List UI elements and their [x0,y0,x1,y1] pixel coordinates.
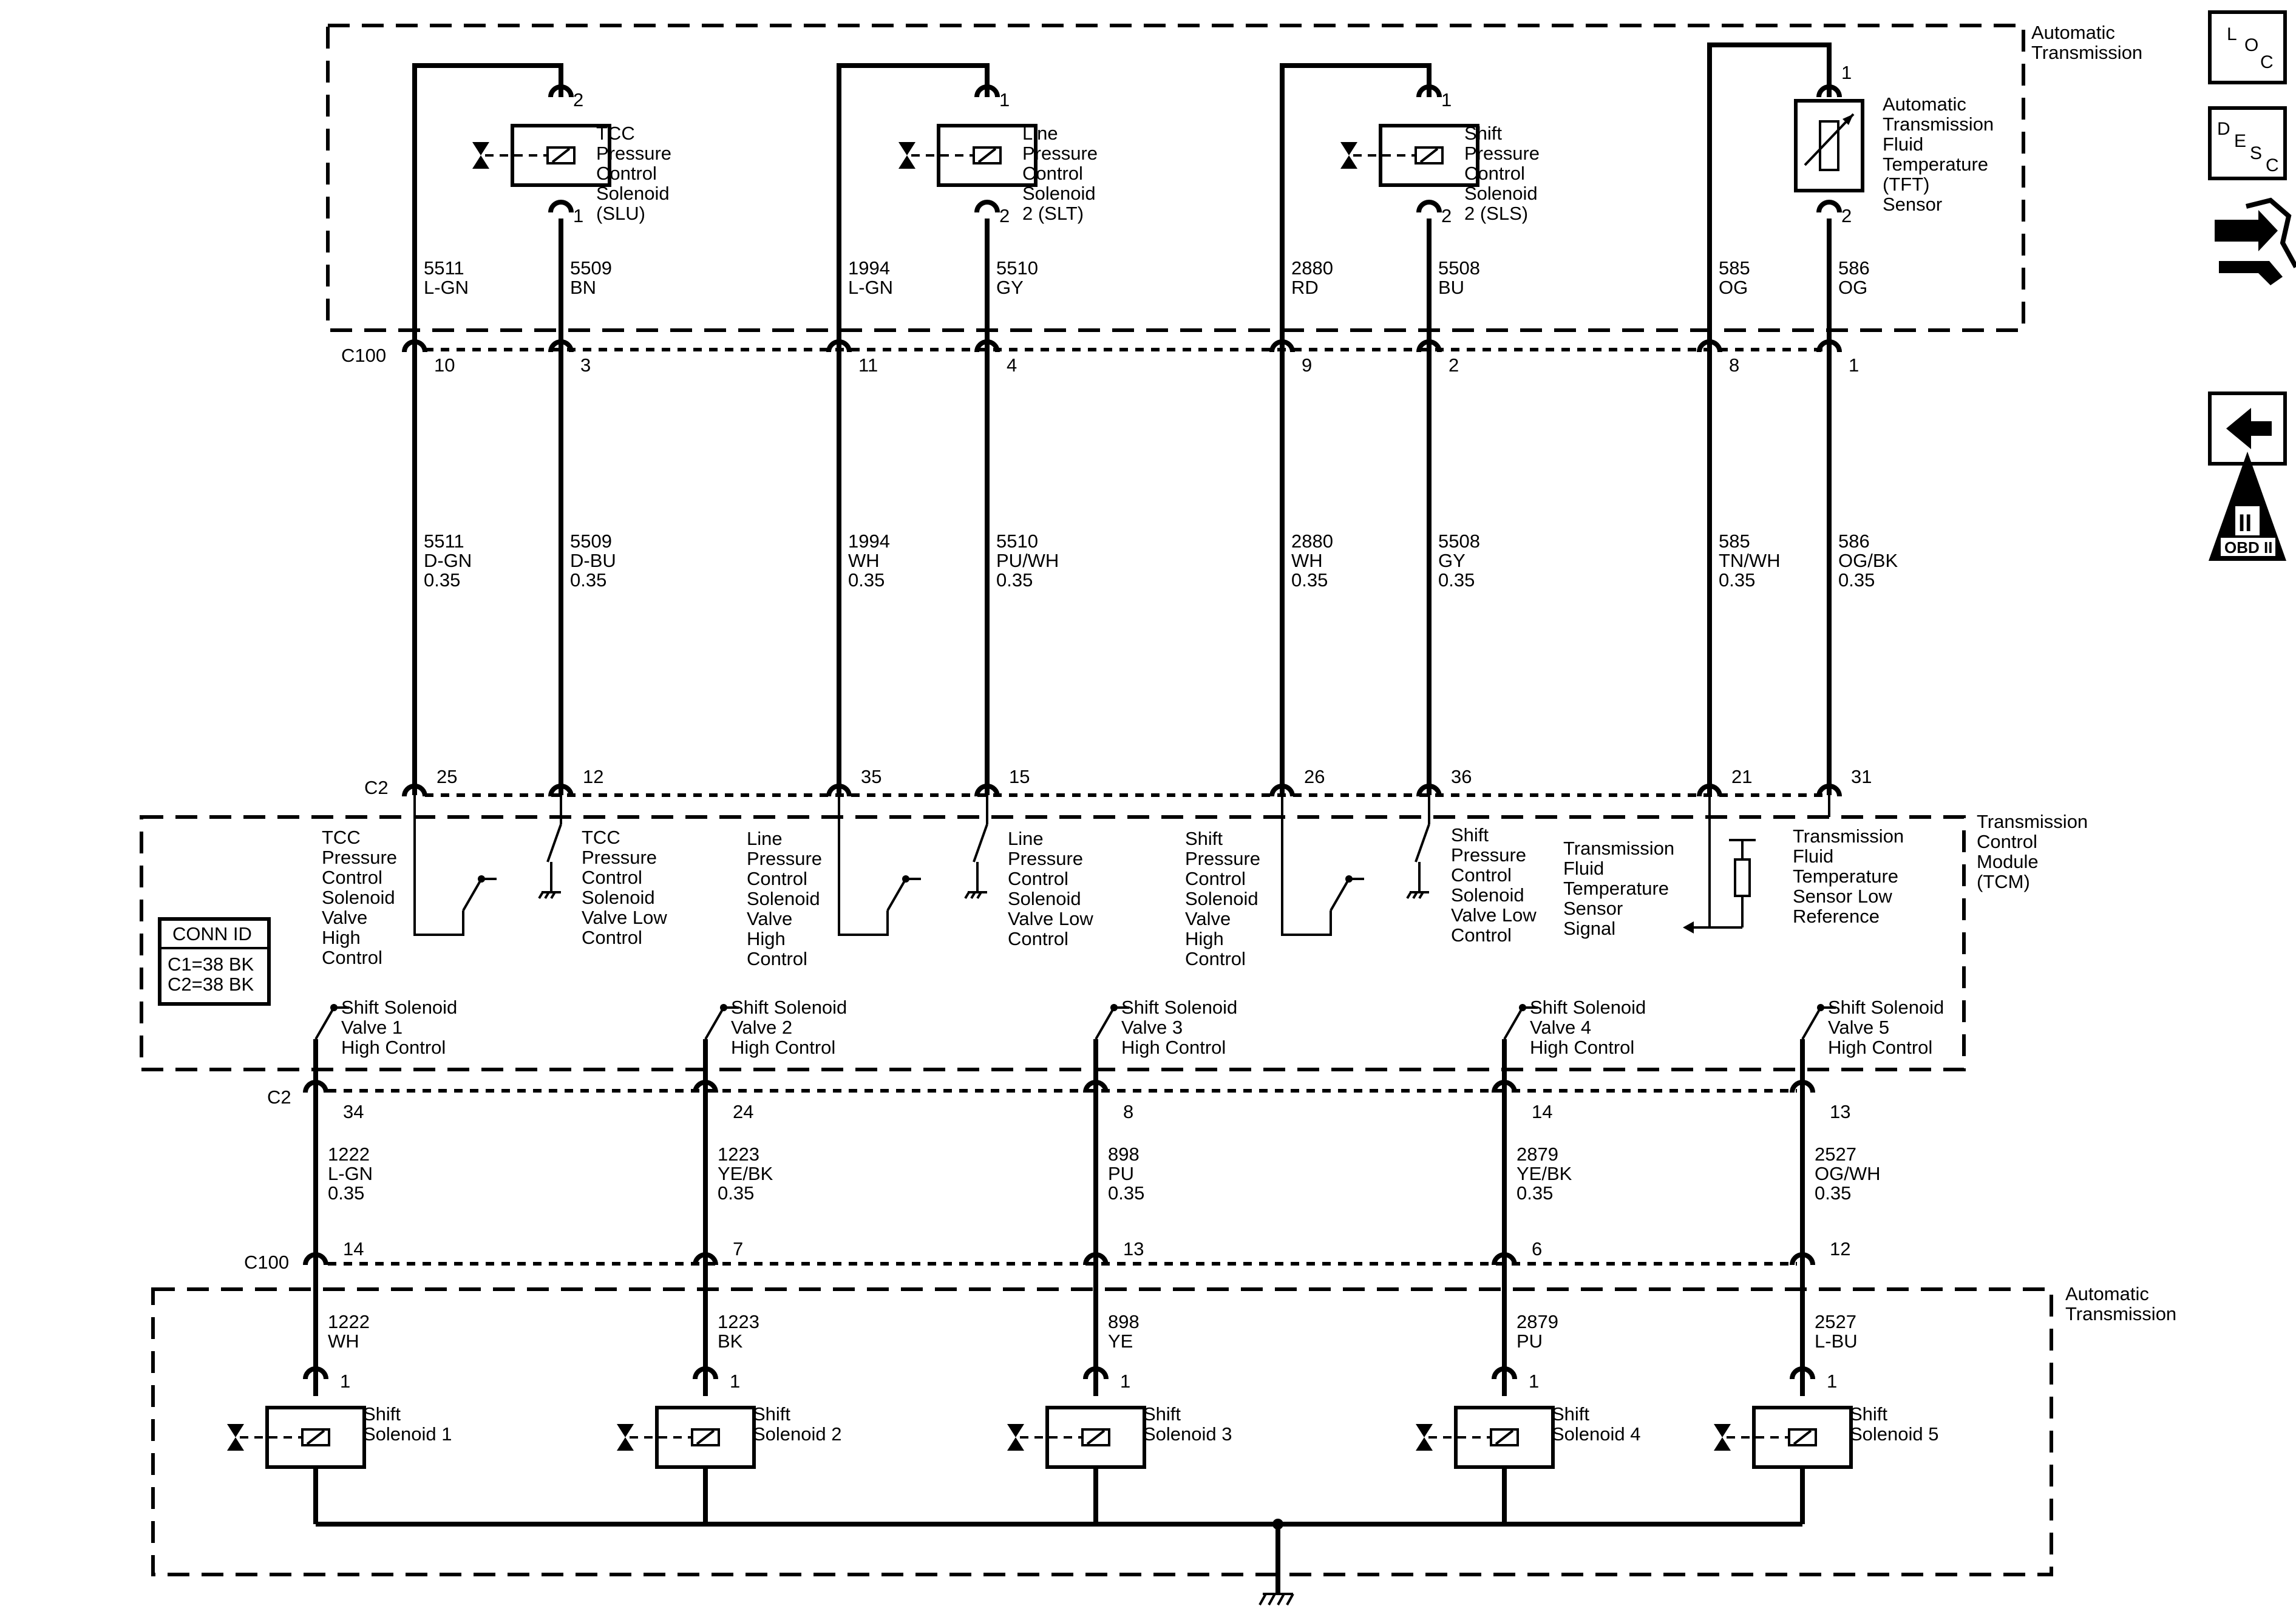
tcm-function-label: Line Pressure Control Solenoid Valve High Control [747,828,823,969]
wire-color-out: L-BU [1815,1331,1858,1352]
shift-driver-label: Shift Solenoid Valve 1 High Control [341,997,458,1058]
circuit-number: 2527 [1815,1144,1856,1165]
c2-pin-number: 21 [1731,766,1753,787]
connector-tool-icon[interactable] [2215,200,2296,285]
circuit-number: 5508 [1438,257,1480,279]
circuit-number: 5509 [570,257,612,279]
circuit-number: 585 [1719,257,1750,279]
wire-gauge: 0.35 [996,569,1033,591]
svg-text:C: C [2266,155,2279,175]
upper-circuit-585 [1699,219,1781,796]
circuit-number-mid: 5508 [1438,531,1480,552]
circuit-number-out: 2879 [1517,1311,1558,1332]
component-label: Automatic Transmission Fluid Temperature (TFT) Sensor [1883,93,1994,215]
component-pin-bottom: 2 [999,205,1010,226]
c2-pin-number: 26 [1304,766,1325,787]
component-pin-top: 1 [999,89,1010,110]
temperature-sensor [1796,101,1863,191]
circuit-number-mid: 586 [1838,531,1870,552]
component-pin-top: 1 [1441,89,1452,110]
wire-color-mid: PU/WH [996,550,1059,571]
svg-text:L: L [2227,24,2237,44]
c2-pin-number: 24 [733,1101,754,1122]
circuit-number-out: 1222 [328,1311,370,1332]
circuit-number: 2879 [1517,1144,1558,1165]
shift-solenoid-label: Shift Solenoid 2 [753,1403,842,1445]
circuit-number-mid: 5509 [570,531,612,552]
c100-pin-number: 3 [580,354,591,376]
circuit-number-mid: 2880 [1291,531,1333,552]
wire-color-mid: WH [1291,550,1323,571]
wire-color-inside: GY [996,277,1024,298]
solenoid-pin-number: 1 [730,1371,741,1392]
conn-id-box [160,919,269,1004]
upper-circuit-5510 [977,219,1059,796]
solenoid-pin-number: 1 [1827,1371,1838,1392]
top-components [415,45,1994,226]
wire-color-mid: L-GN [328,1163,373,1184]
wire-gauge: 0.35 [424,569,461,591]
tcm-function-label: TCC Pressure Control Solenoid Valve High Control [322,827,398,968]
top-component-4 [1710,45,1994,226]
tcm-function-label: TCC Pressure Control Solenoid Valve Low Control [582,827,667,948]
c2-pin-number: 25 [436,766,458,787]
tcm-function-label: Transmission Fluid Temperature Sensor Low Reference [1793,825,1904,927]
upper-circuits [404,219,1898,796]
circuit-number-out: 2527 [1815,1311,1856,1332]
svg-text:D: D [2217,119,2230,139]
shift-solenoid-label: Shift Solenoid 3 [1143,1403,1232,1445]
c100-pin-number: 13 [1123,1238,1144,1259]
upper-circuit-5508 [1419,219,1480,796]
tcm-label: Transmission Control Module (TCM) [1977,811,2088,892]
circuit-number: 5510 [996,257,1038,279]
c2-pin-number: 13 [1830,1101,1851,1122]
circuit-number-mid: 1994 [848,531,890,552]
upper-circuit-5511 [404,219,472,796]
circuit-number-mid: 585 [1719,531,1750,552]
shift-solenoid-5 [1714,1408,1851,1467]
upper-circuit-2880 [1272,219,1333,796]
component-pin-bottom: 2 [1841,205,1852,226]
c100-pin-number: 2 [1449,354,1459,376]
pressure-control-solenoid [898,126,1036,185]
ground-icon [1260,1594,1293,1605]
top-component-2 [839,66,1098,226]
wire-gauge: 0.35 [1517,1182,1554,1204]
component-pin-bottom: 2 [1441,205,1452,226]
c100-bottom-label: C100 [244,1252,290,1273]
c100-pin-number: 1 [1849,354,1860,376]
conn-id-line-1: C1=38 BK [168,954,254,975]
c100-pin-number: 4 [1007,354,1017,376]
circuit-number: 586 [1838,257,1870,279]
circuit-number-mid: 5511 [424,531,464,552]
wire-color-mid: YE/BK [718,1163,773,1184]
tcm-function-label: Shift Pressure Control Solenoid Valve Low Control [1451,824,1537,946]
shift-solenoid-3 [1007,1408,1144,1467]
svg-text:E: E [2234,131,2247,151]
component-pin-bottom-cap [977,202,997,212]
circuit-number: 1994 [848,257,890,279]
tcm-high-side-switch [1331,875,1364,910]
wire-color-inside: OG [1838,277,1868,298]
wire-gauge: 0.35 [848,569,885,591]
c2-pin-number: 14 [1532,1101,1553,1122]
circuit-number-out: 898 [1108,1311,1140,1332]
top-component-1 [415,66,671,226]
c2-pin-number: 15 [1009,766,1030,787]
c2-top-label: C2 [364,777,389,798]
tcm-internal [322,795,1904,969]
obd-ii-icon[interactable] [2209,452,2286,561]
circuit-number: 5511 [424,257,464,279]
c100-pin-number: 11 [858,354,878,376]
c100-top-label: C100 [341,345,387,366]
solenoid-pin-number: 1 [340,1371,351,1392]
c2-pin-number: 34 [343,1101,364,1122]
component-pin-top: 2 [573,89,584,110]
circuit-number-mid: 5510 [996,531,1038,552]
shift-driver-label: Shift Solenoid Valve 4 High Control [1530,997,1646,1058]
circuit-number: 1223 [718,1144,759,1165]
c2-pin-number: 36 [1451,766,1472,787]
wire-color-mid: D-BU [570,550,616,571]
circuit-number-out: 1223 [718,1311,759,1332]
wire-color-inside: BU [1438,277,1465,298]
wire-color-inside: L-GN [424,277,469,298]
wire-color-inside: L-GN [848,277,894,298]
shift-solenoid-label: Shift Solenoid 5 [1850,1403,1939,1445]
c2-bottom-label: C2 [267,1086,291,1108]
wire-gauge: 0.35 [1108,1182,1145,1204]
shift-solenoid-4 [1416,1408,1553,1467]
wire-gauge: 0.35 [1838,569,1875,591]
svg-text:II: II [2238,510,2252,537]
shift-solenoid-circuit-3 [1007,997,1237,1524]
c2-pin-number: 12 [583,766,604,787]
component-pin-bottom: 1 [573,205,584,226]
wire-gauge: 0.35 [1438,569,1475,591]
wire-color-mid: YE/BK [1517,1163,1572,1184]
component-pin-bottom-cap [1819,202,1839,212]
wire-gauge: 0.35 [1815,1182,1852,1204]
component-pin-top: 1 [1841,62,1852,83]
top-component-3 [1282,66,1540,226]
c100-pin-number: 8 [1729,354,1740,376]
wire-color-out: YE [1108,1331,1133,1352]
pressure-control-solenoid [472,126,610,185]
wire-color-mid: PU [1108,1163,1135,1184]
c2-pin-number: 31 [1851,766,1872,787]
c100-pin-number: 7 [733,1238,744,1259]
wire-color-mid: OG/BK [1838,550,1898,571]
tcm-high-side-switch [463,875,497,910]
svg-text:S: S [2250,143,2263,163]
tcm-low-side-switch [965,795,987,898]
solenoid-pin-number: 1 [1120,1371,1131,1392]
upper-circuit-1994 [829,219,893,796]
tcm-low-side-switch [539,795,561,898]
location-icon[interactable] [2210,12,2285,83]
wire-gauge: 0.35 [1719,569,1756,591]
c100-pin-number: 9 [1302,354,1313,376]
component-pin-bottom-cap [551,202,571,212]
circuit-number: 2880 [1291,257,1333,279]
bottom-automatic-transmission-label: Automatic Transmission [2065,1283,2177,1324]
pressure-control-solenoid [1340,126,1478,185]
shift-solenoid-1 [227,1408,364,1467]
conn-id-title: CONN ID [172,923,252,944]
shift-solenoid-2 [617,1408,754,1467]
svg-text:OBD II: OBD II [2224,538,2273,557]
top-automatic-transmission-label: Automatic Transmission [2031,22,2143,63]
circuit-number: 1222 [328,1144,370,1165]
shift-solenoid-circuit-5 [1714,997,1944,1524]
c100-pin-number: 12 [1830,1238,1851,1259]
wire-color-mid: TN/WH [1719,550,1781,571]
c100-pin-number: 6 [1532,1238,1543,1259]
component-label: TCC Pressure Control Solenoid (SLU) [596,123,672,224]
description-icon[interactable] [2210,108,2285,178]
wire-color-mid: OG/WH [1815,1163,1881,1184]
tcm-function-label: Shift Pressure Control Solenoid Valve High Control [1185,828,1261,969]
c2-pin-number: 35 [861,766,882,787]
shift-solenoid-label: Shift Solenoid 4 [1552,1403,1641,1445]
shift-driver-label: Shift Solenoid Valve 2 High Control [731,997,847,1058]
conn-id-line-2: C2=38 BK [168,974,254,995]
wire-gauge: 0.35 [718,1182,755,1204]
wire-color-inside: BN [570,277,597,298]
component-label: Shift Pressure Control Solenoid 2 (SLS) [1464,123,1540,224]
c100-pin-number: 14 [343,1238,364,1259]
shift-solenoid-label: Shift Solenoid 1 [363,1403,452,1445]
component-pin-bottom-cap [1419,202,1439,212]
tcm-function-label: Line Pressure Control Solenoid Valve Low Control [1008,828,1093,949]
wire-color-inside: OG [1719,277,1748,298]
svg-text:C: C [2260,52,2274,72]
wire-color-mid: D-GN [424,550,472,571]
wire-color-out: WH [328,1331,359,1352]
wire-color-inside: RD [1291,277,1319,298]
c100-pin-number: 10 [434,354,455,376]
c2-pin-number: 8 [1123,1101,1134,1122]
shift-solenoid-circuits [227,997,1944,1524]
tcm-high-side-switch [888,875,921,910]
tcm-function-label: Transmission Fluid Temperature Sensor Signal [1563,838,1675,939]
upper-circuit-5509 [551,219,616,796]
tcm-low-side-switch [1407,795,1429,898]
upper-circuit-586 [1819,219,1898,796]
circuit-number: 898 [1108,1144,1140,1165]
wire-gauge: 0.35 [328,1182,365,1204]
shift-solenoid-circuit-4 [1416,997,1646,1524]
shift-driver-label: Shift Solenoid Valve 5 High Control [1828,997,1944,1058]
shift-solenoid-circuit-2 [617,997,847,1524]
solenoid-pin-number: 1 [1529,1371,1540,1392]
wire-color-out: PU [1517,1331,1543,1352]
wire-gauge: 0.35 [1291,569,1328,591]
shift-driver-label: Shift Solenoid Valve 3 High Control [1121,997,1238,1058]
wire-gauge: 0.35 [570,569,607,591]
component-label: Line Pressure Control Solenoid 2 (SLT) [1022,123,1098,224]
wire-color-mid: WH [848,550,880,571]
wire-color-mid: GY [1438,550,1466,571]
wire-color-out: BK [718,1331,743,1352]
svg-text:O: O [2244,35,2259,55]
